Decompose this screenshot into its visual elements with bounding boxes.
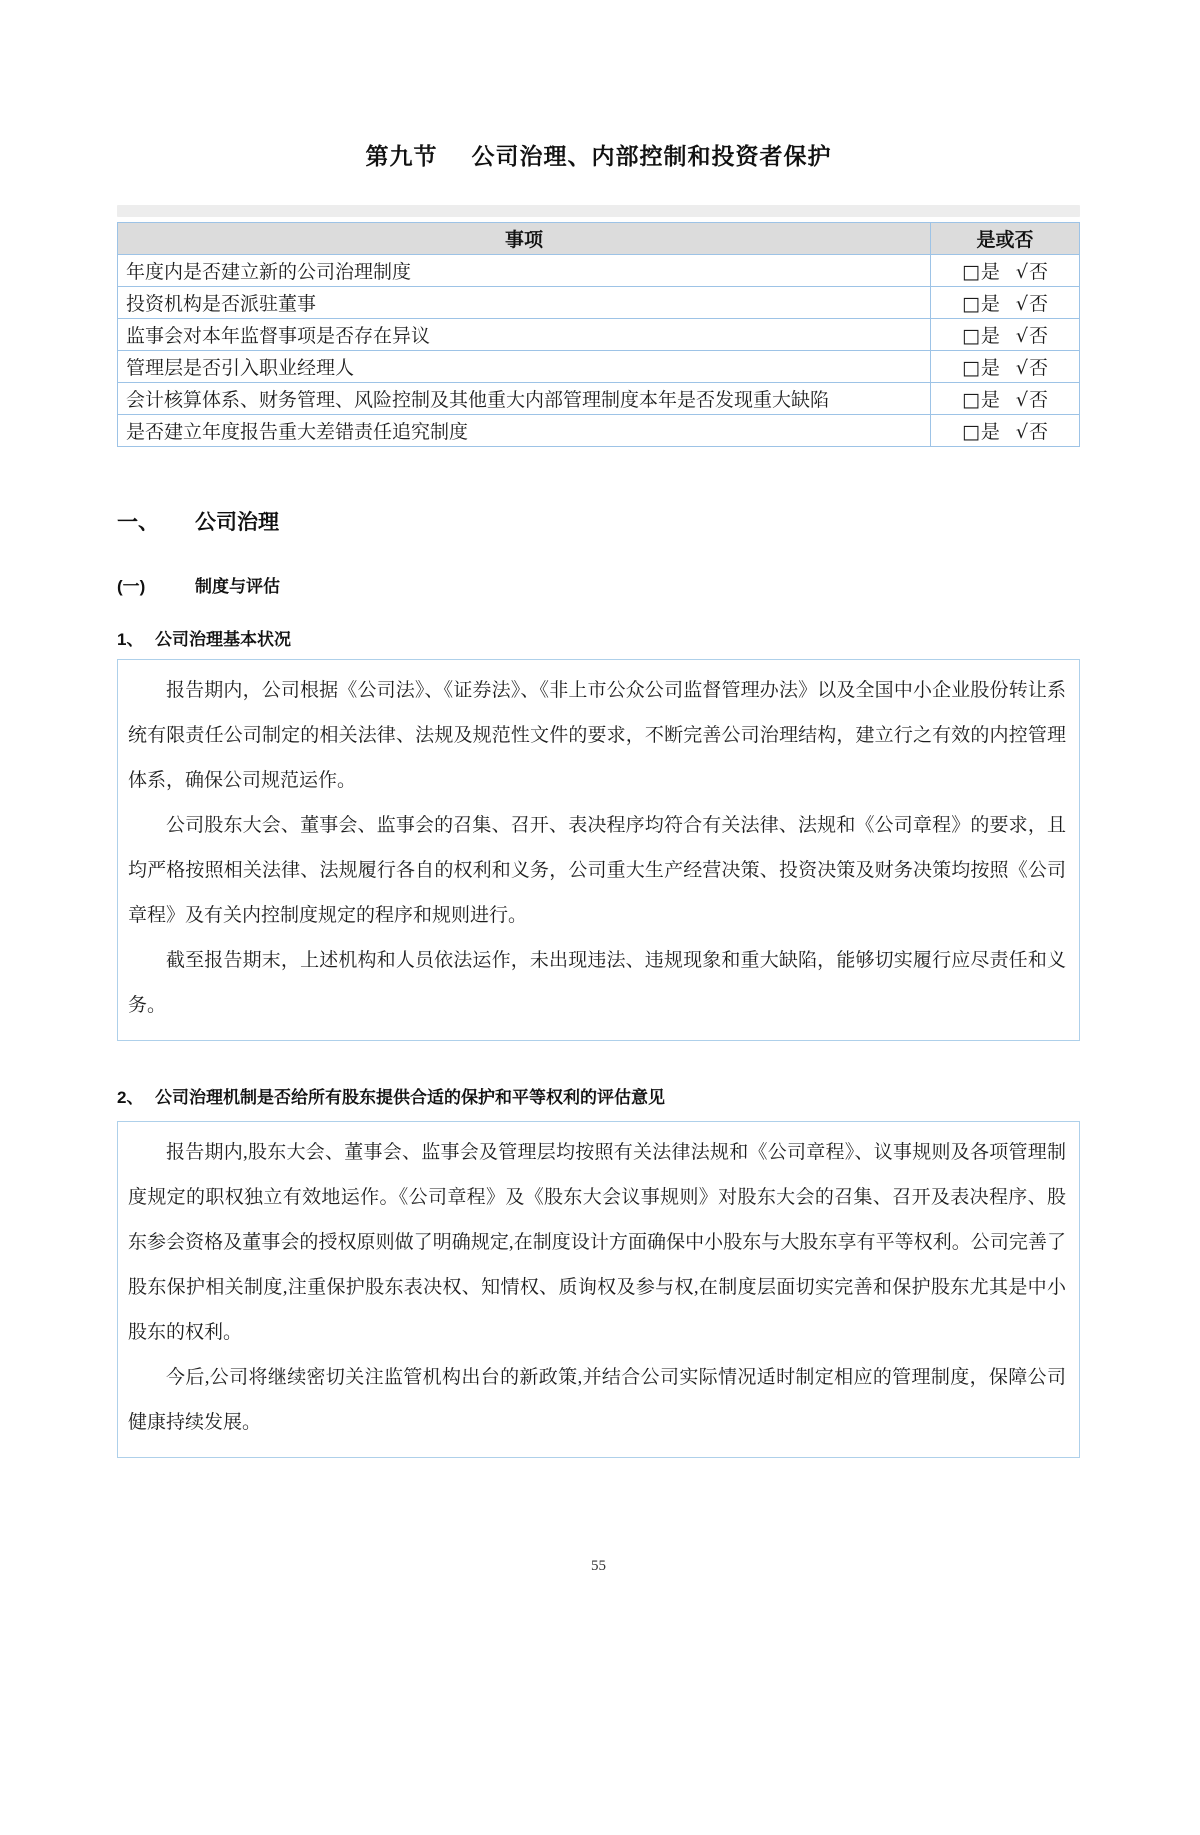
heading-level1-corporate-governance	[117, 506, 1080, 536]
column-header-answer: 是或否	[931, 223, 1080, 255]
governance-status-text-box	[117, 659, 1080, 1041]
table-row	[118, 255, 1080, 287]
checkbox-unchecked-icon: □	[961, 389, 980, 411]
heading-item2-shareholder-protection-evaluation	[117, 1083, 1080, 1108]
heading-text: 制度与评估	[195, 577, 280, 596]
heading-item1-governance-basic-status	[117, 625, 1080, 650]
yes-label: 是	[980, 326, 1000, 347]
section-number: 第九节	[365, 143, 438, 169]
no-label: 否	[1029, 262, 1049, 283]
answer-cell	[931, 287, 1080, 319]
table-row	[118, 287, 1080, 319]
checkbox-unchecked-icon: □	[961, 421, 980, 443]
checkmark-icon: √	[1015, 293, 1029, 315]
no-label: 否	[1029, 390, 1049, 411]
page-number: 55	[591, 1558, 606, 1574]
checkmark-icon: √	[1015, 261, 1029, 283]
table-top-strip	[117, 205, 1080, 217]
yes-label: 是	[980, 262, 1000, 283]
checkbox-unchecked-icon: □	[961, 357, 980, 379]
no-label: 否	[1029, 326, 1049, 347]
item-cell: 年度内是否建立新的公司治理制度	[118, 255, 931, 287]
paragraph: 报告期内，公司根据《公司法》、《证券法》、《非上市公众公司监督管理办法》以及全国中小企业股份转让系统有限责任公司制定的相关法律、法规及规范性文件的要求，不断完善公司治理结构，建立行之有效的内控管理体系，确保公司规范运作。	[128, 680, 1066, 791]
checkmark-icon: √	[1015, 389, 1029, 411]
no-label: 否	[1029, 294, 1049, 315]
item-cell: 会计核算体系、财务管理、风险控制及其他重大内部管理制度本年是否发现重大缺陷	[118, 383, 931, 415]
section-title: 公司治理、内部控制和投资者保护	[471, 143, 832, 169]
answer-cell	[931, 351, 1080, 383]
heading-text: 公司治理基本状况	[155, 630, 291, 649]
page-title	[117, 138, 1080, 171]
table-row	[118, 383, 1080, 415]
governance-checklist-table	[117, 222, 1080, 447]
answer-cell	[931, 255, 1080, 287]
answer-cell	[931, 319, 1080, 351]
paragraph: 今后,公司将继续密切关注监管机构出台的新政策,并结合公司实际情况适时制定相应的管理制度，保障公司健康持续发展。	[128, 1367, 1066, 1433]
paragraph: 公司股东大会、董事会、监事会的召集、召开、表决程序均符合有关法律、法规和《公司章程》的要求，且均严格按照相关法律、法规履行各自的权利和义务，公司重大生产经营决策、投资决策及财务决策均按照《公司章程》及有关内控制度规定的程序和规则进行。	[128, 815, 1066, 926]
yes-label: 是	[980, 358, 1000, 379]
checkbox-unchecked-icon: □	[961, 293, 980, 315]
paragraph: 截至报告期末，上述机构和人员依法运作，未出现违法、违规现象和重大缺陷，能够切实履行应尽责任和义务。	[128, 950, 1066, 1016]
heading-level2-system-and-evaluation	[117, 572, 1080, 597]
table-row	[118, 351, 1080, 383]
table-row	[118, 319, 1080, 351]
shareholder-protection-text-box	[117, 1121, 1080, 1458]
column-header-item: 事项	[118, 223, 931, 255]
no-label: 否	[1029, 422, 1049, 443]
table-header-row	[118, 223, 1080, 255]
checkmark-icon: √	[1015, 421, 1029, 443]
checkmark-icon: √	[1015, 325, 1029, 347]
item-cell: 监事会对本年监督事项是否存在异议	[118, 319, 931, 351]
heading-text: 公司治理	[195, 511, 279, 534]
answer-cell	[931, 415, 1080, 447]
yes-label: 是	[980, 294, 1000, 315]
paragraph: 报告期内,股东大会、董事会、监事会及管理层均按照有关法律法规和《公司章程》、议事规则及各项管理制度规定的职权独立有效地运作。《公司章程》及《股东大会议事规则》对股东大会的召集、召开及表决程序、股东参会资格及董事会的授权原则做了明确规定,在制度设计方面确保中小股东与大股东享有平等权利。公司完善了股东保护相关制度,注重保护股东表决权、知情权、质询权及参与权,在制度层面切实完善和保护股东尤其是中小股东的权利。	[128, 1142, 1066, 1343]
item-cell: 投资机构是否派驻董事	[118, 287, 931, 319]
checkbox-unchecked-icon: □	[961, 325, 980, 347]
yes-label: 是	[980, 422, 1000, 443]
yes-label: 是	[980, 390, 1000, 411]
heading-number: (一)	[117, 577, 146, 596]
item-cell: 管理层是否引入职业经理人	[118, 351, 931, 383]
checkmark-icon: √	[1015, 357, 1029, 379]
answer-cell	[931, 383, 1080, 415]
item-cell: 是否建立年度报告重大差错责任追究制度	[118, 415, 931, 447]
heading-text: 公司治理机制是否给所有股东提供合适的保护和平等权利的评估意见	[155, 1088, 665, 1107]
document-page	[117, 138, 1080, 1575]
checkbox-unchecked-icon: □	[961, 261, 980, 283]
table-row	[118, 415, 1080, 447]
heading-number: 1、	[117, 630, 144, 649]
heading-number: 一、	[117, 511, 159, 534]
heading-number: 2、	[117, 1088, 144, 1107]
no-label: 否	[1029, 358, 1049, 379]
